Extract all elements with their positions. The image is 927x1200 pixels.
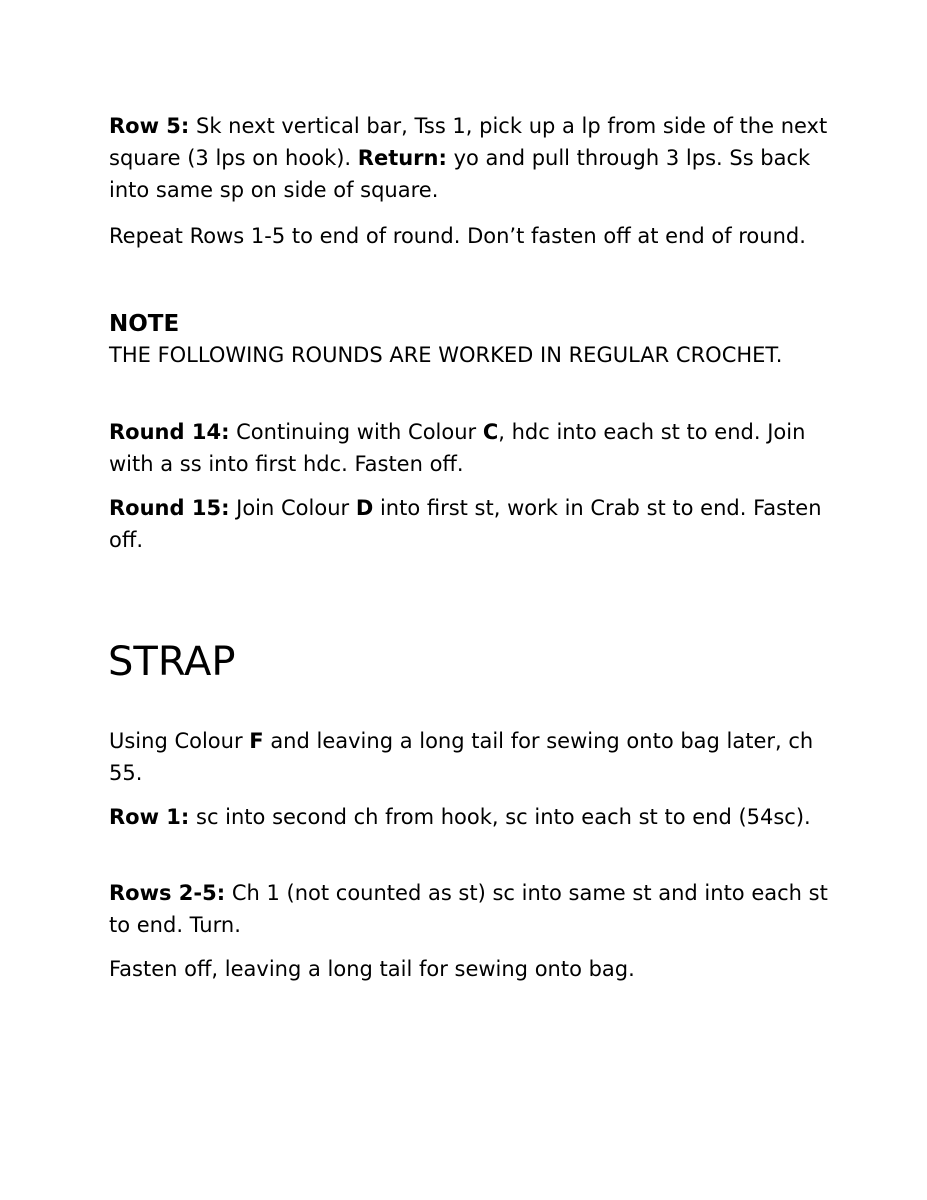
round-14-colour: C bbox=[482, 420, 499, 444]
strap-row-1-text: sc into second ch from hook, sc into each st to end (54sc). bbox=[189, 805, 811, 829]
round-14-label: Round 14: bbox=[109, 420, 230, 444]
round-15-instruction bbox=[109, 492, 829, 556]
strap-colour: F bbox=[249, 729, 264, 753]
strap-heading: STRAP bbox=[108, 639, 236, 685]
round-14-text-end: , hdc into each st to end. Join with a ss into first hdc. Fasten off. bbox=[109, 420, 806, 476]
strap-row-1-label: Row 1: bbox=[109, 805, 190, 829]
strap-intro-text-end: and leaving a long tail for sewing onto bag later, ch 55. bbox=[109, 729, 814, 785]
row-5-text: Sk next vertical bar, Tss 1, pick up a lp from side of the next square (3 lps on hook). bbox=[109, 114, 828, 170]
row-5-label: Row 5: bbox=[109, 114, 190, 138]
round-15-text: Join Colour bbox=[229, 496, 356, 520]
strap-rows-2-5-instruction bbox=[109, 877, 829, 941]
strap-rows-2-5-label: Rows 2-5: bbox=[109, 881, 226, 905]
row-5-instruction bbox=[109, 110, 829, 206]
strap-intro bbox=[109, 725, 829, 789]
round-14-text: Continuing with Colour bbox=[229, 420, 483, 444]
row-5-return-text: yo and pull through 3 lps. Ss back into same sp on side of square. bbox=[109, 146, 811, 202]
strap-row-1-instruction bbox=[109, 801, 829, 833]
strap-finish-instruction: Fasten off, leaving a long tail for sewing onto bag. bbox=[109, 957, 635, 981]
repeat-instruction: Repeat Rows 1-5 to end of round. Don’t fasten off at end of round. bbox=[109, 224, 806, 248]
round-14-instruction bbox=[109, 416, 829, 480]
round-15-colour: D bbox=[355, 496, 374, 520]
round-15-label: Round 15: bbox=[109, 496, 230, 520]
strap-rows-2-5-text: Ch 1 (not counted as st) sc into same st and into each st to end. Turn. bbox=[109, 881, 828, 937]
note-title: NOTE bbox=[109, 311, 180, 337]
return-label: Return: bbox=[357, 146, 447, 170]
round-15-text-end: into first st, work in Crab st to end. Fasten off. bbox=[109, 496, 822, 552]
strap-intro-text: Using Colour bbox=[109, 729, 250, 753]
note-text: THE FOLLOWING ROUNDS ARE WORKED IN REGULAR CROCHET. bbox=[109, 343, 783, 367]
